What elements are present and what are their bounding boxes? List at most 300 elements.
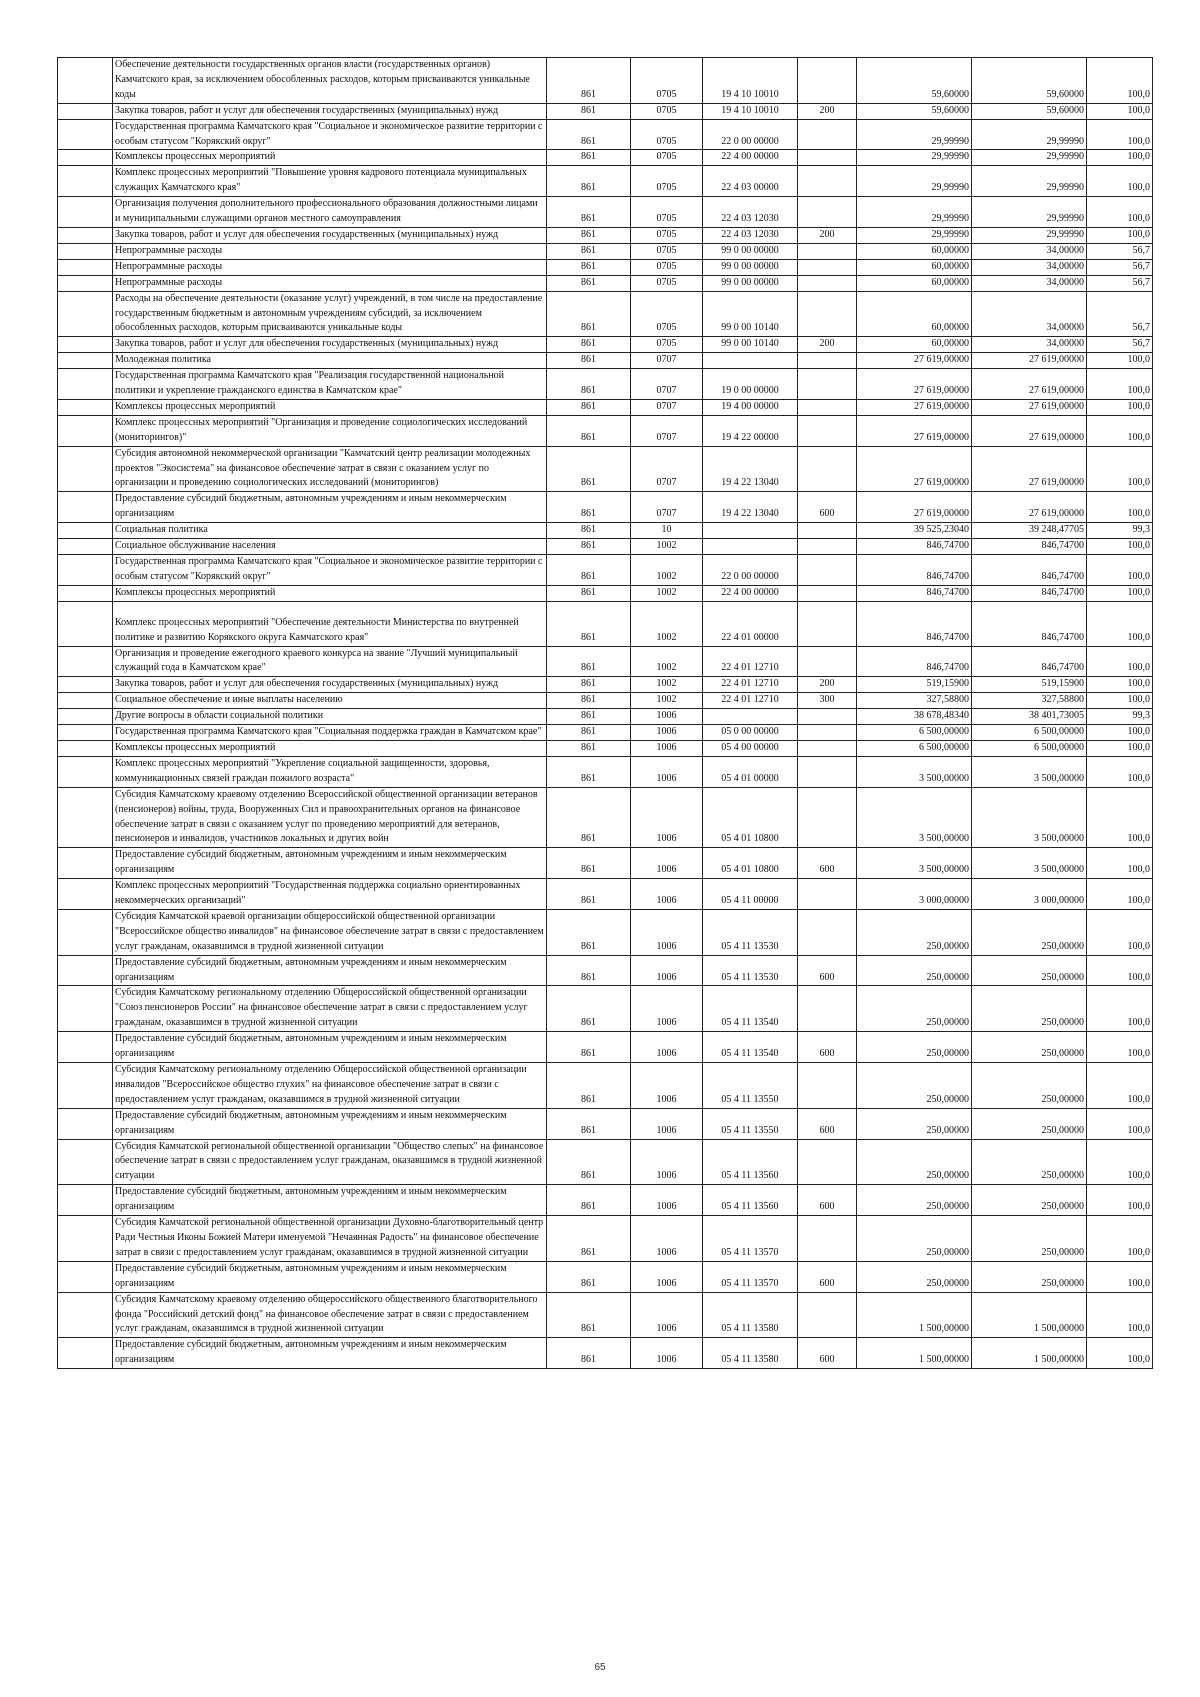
actual-amount-cell: 34,00000 xyxy=(972,243,1087,259)
execution-percent-cell: 100,0 xyxy=(1087,756,1153,787)
actual-amount-cell: 250,00000 xyxy=(972,1216,1087,1262)
plan-amount-cell: 3 500,00000 xyxy=(857,848,972,879)
target-article-cell: 19 4 22 13040 xyxy=(703,492,798,523)
grbs-code-cell: 861 xyxy=(547,1108,631,1139)
expense-type-cell: 600 xyxy=(798,492,857,523)
plan-amount-cell: 39 525,23040 xyxy=(857,523,972,539)
table-row xyxy=(58,1139,1153,1185)
plan-amount-cell: 6 500,00000 xyxy=(857,725,972,741)
plan-amount-cell: 846,74700 xyxy=(857,646,972,677)
index-cell xyxy=(58,415,113,446)
plan-amount-cell: 250,00000 xyxy=(857,1032,972,1063)
grbs-code-cell: 861 xyxy=(547,646,631,677)
expense-type-cell: 600 xyxy=(798,955,857,986)
actual-amount-cell: 250,00000 xyxy=(972,1032,1087,1063)
target-article-cell: 22 4 01 12710 xyxy=(703,693,798,709)
section-code-cell: 0707 xyxy=(631,399,703,415)
row-name-cell: Комплекс процессных мероприятий "Обеспечение деятельности Министерства по внутренней политике и развитию Корякского округа Камчатского края" xyxy=(113,601,547,646)
index-cell xyxy=(58,555,113,586)
grbs-code-cell: 861 xyxy=(547,227,631,243)
actual-amount-cell: 3 500,00000 xyxy=(972,756,1087,787)
grbs-code-cell: 861 xyxy=(547,353,631,369)
actual-amount-cell: 29,99990 xyxy=(972,166,1087,197)
plan-amount-cell: 250,00000 xyxy=(857,986,972,1032)
index-cell xyxy=(58,1216,113,1262)
index-cell xyxy=(58,756,113,787)
row-name-cell: Закупка товаров, работ и услуг для обеспечения государственных (муниципальных) нужд xyxy=(113,337,547,353)
actual-amount-cell: 846,74700 xyxy=(972,555,1087,586)
table-row xyxy=(58,909,1153,955)
expense-type-cell xyxy=(798,369,857,400)
index-cell xyxy=(58,693,113,709)
index-cell xyxy=(58,259,113,275)
target-article-cell: 22 4 01 00000 xyxy=(703,601,798,646)
expense-type-cell xyxy=(798,585,857,601)
section-code-cell: 1006 xyxy=(631,1292,703,1338)
plan-amount-cell: 59,60000 xyxy=(857,58,972,104)
section-code-cell: 1006 xyxy=(631,1261,703,1292)
actual-amount-cell: 34,00000 xyxy=(972,275,1087,291)
actual-amount-cell: 3 500,00000 xyxy=(972,848,1087,879)
grbs-code-cell: 861 xyxy=(547,879,631,910)
grbs-code-cell: 861 xyxy=(547,259,631,275)
section-code-cell: 1002 xyxy=(631,555,703,586)
row-name-cell: Предоставление субсидий бюджетным, автономным учреждениям и иным некоммерческим организациям xyxy=(113,1032,547,1063)
section-code-cell: 0705 xyxy=(631,337,703,353)
row-name-cell: Социальное обслуживание населения xyxy=(113,539,547,555)
section-code-cell: 1006 xyxy=(631,879,703,910)
grbs-code-cell: 861 xyxy=(547,725,631,741)
expense-type-cell xyxy=(798,259,857,275)
index-cell xyxy=(58,539,113,555)
table-row xyxy=(58,275,1153,291)
row-name-cell: Обеспечение деятельности государственных органов власти (государственных органов) Камчатского края, за исключением обособленных расходов, которым присваиваются уникальные коды xyxy=(113,58,547,104)
plan-amount-cell: 29,99990 xyxy=(857,227,972,243)
index-cell xyxy=(58,1338,113,1369)
target-article-cell: 05 4 01 10800 xyxy=(703,787,798,848)
actual-amount-cell: 3 500,00000 xyxy=(972,787,1087,848)
execution-percent-cell: 100,0 xyxy=(1087,693,1153,709)
grbs-code-cell: 861 xyxy=(547,1185,631,1216)
index-cell xyxy=(58,646,113,677)
expense-type-cell xyxy=(798,150,857,166)
grbs-code-cell: 861 xyxy=(547,275,631,291)
index-cell xyxy=(58,197,113,228)
grbs-code-cell: 861 xyxy=(547,539,631,555)
index-cell xyxy=(58,337,113,353)
target-article-cell: 05 4 01 10800 xyxy=(703,848,798,879)
expense-type-cell xyxy=(798,1139,857,1185)
execution-percent-cell: 56,7 xyxy=(1087,275,1153,291)
expense-type-cell xyxy=(798,555,857,586)
plan-amount-cell: 3 500,00000 xyxy=(857,787,972,848)
index-cell xyxy=(58,1063,113,1109)
section-code-cell: 1002 xyxy=(631,601,703,646)
table-row xyxy=(58,1063,1153,1109)
actual-amount-cell: 250,00000 xyxy=(972,1261,1087,1292)
index-cell xyxy=(58,227,113,243)
execution-percent-cell: 100,0 xyxy=(1087,415,1153,446)
grbs-code-cell: 861 xyxy=(547,585,631,601)
execution-percent-cell: 56,7 xyxy=(1087,243,1153,259)
expense-type-cell: 200 xyxy=(798,677,857,693)
table-row xyxy=(58,103,1153,119)
actual-amount-cell: 27 619,00000 xyxy=(972,492,1087,523)
actual-amount-cell: 519,15900 xyxy=(972,677,1087,693)
actual-amount-cell: 34,00000 xyxy=(972,259,1087,275)
execution-percent-cell: 100,0 xyxy=(1087,1139,1153,1185)
grbs-code-cell: 861 xyxy=(547,1261,631,1292)
section-code-cell: 1006 xyxy=(631,1063,703,1109)
execution-percent-cell: 100,0 xyxy=(1087,446,1153,492)
index-cell xyxy=(58,523,113,539)
section-code-cell: 1006 xyxy=(631,725,703,741)
expense-type-cell xyxy=(798,415,857,446)
target-article-cell: 22 0 00 00000 xyxy=(703,555,798,586)
row-name-cell: Комплексы процессных мероприятий xyxy=(113,585,547,601)
target-article-cell: 99 0 00 10140 xyxy=(703,291,798,337)
page-number: 65 xyxy=(594,1662,606,1673)
execution-percent-cell: 100,0 xyxy=(1087,1185,1153,1216)
table-row xyxy=(58,523,1153,539)
table-row xyxy=(58,369,1153,400)
row-name-cell: Комплексы процессных мероприятий xyxy=(113,740,547,756)
section-code-cell: 0705 xyxy=(631,291,703,337)
plan-amount-cell: 250,00000 xyxy=(857,1063,972,1109)
actual-amount-cell: 34,00000 xyxy=(972,291,1087,337)
execution-percent-cell: 100,0 xyxy=(1087,492,1153,523)
target-article-cell xyxy=(703,709,798,725)
row-name-cell: Предоставление субсидий бюджетным, автономным учреждениям и иным некоммерческим организациям xyxy=(113,1108,547,1139)
index-cell xyxy=(58,291,113,337)
target-article-cell: 22 0 00 00000 xyxy=(703,119,798,150)
plan-amount-cell: 27 619,00000 xyxy=(857,446,972,492)
row-name-cell: Непрограммные расходы xyxy=(113,275,547,291)
execution-percent-cell: 100,0 xyxy=(1087,119,1153,150)
actual-amount-cell: 29,99990 xyxy=(972,150,1087,166)
table-row xyxy=(58,1261,1153,1292)
index-cell xyxy=(58,58,113,104)
index-cell xyxy=(58,1261,113,1292)
expense-type-cell: 300 xyxy=(798,693,857,709)
expense-type-cell xyxy=(798,986,857,1032)
table-row xyxy=(58,291,1153,337)
grbs-code-cell: 861 xyxy=(547,119,631,150)
section-code-cell: 1006 xyxy=(631,848,703,879)
index-cell xyxy=(58,166,113,197)
budget-table xyxy=(57,57,1153,1369)
grbs-code-cell: 861 xyxy=(547,848,631,879)
row-name-cell: Расходы на обеспечение деятельности (оказание услуг) учреждений, в том числе на предоставление государственным бюджетным и автономным учреждениям субсидий, за исключением обособленных расходов, которым присваиваются уникальные коды xyxy=(113,291,547,337)
plan-amount-cell: 250,00000 xyxy=(857,1185,972,1216)
execution-percent-cell: 100,0 xyxy=(1087,150,1153,166)
expense-type-cell: 600 xyxy=(798,1032,857,1063)
section-code-cell: 1006 xyxy=(631,955,703,986)
expense-type-cell xyxy=(798,197,857,228)
plan-amount-cell: 27 619,00000 xyxy=(857,369,972,400)
section-code-cell: 1002 xyxy=(631,646,703,677)
index-cell xyxy=(58,243,113,259)
actual-amount-cell: 27 619,00000 xyxy=(972,415,1087,446)
target-article-cell: 22 4 00 00000 xyxy=(703,585,798,601)
section-code-cell: 0705 xyxy=(631,259,703,275)
table-row xyxy=(58,1338,1153,1369)
execution-percent-cell: 99,3 xyxy=(1087,709,1153,725)
expense-type-cell xyxy=(798,1292,857,1338)
target-article-cell: 99 0 00 00000 xyxy=(703,243,798,259)
table-row xyxy=(58,787,1153,848)
row-name-cell: Молодежная политика xyxy=(113,353,547,369)
row-name-cell: Комплексы процессных мероприятий xyxy=(113,399,547,415)
row-name-cell: Закупка товаров, работ и услуг для обеспечения государственных (муниципальных) нужд xyxy=(113,677,547,693)
grbs-code-cell: 861 xyxy=(547,677,631,693)
grbs-code-cell: 861 xyxy=(547,909,631,955)
actual-amount-cell: 27 619,00000 xyxy=(972,353,1087,369)
target-article-cell: 05 4 11 00000 xyxy=(703,879,798,910)
table-row xyxy=(58,446,1153,492)
table-row xyxy=(58,955,1153,986)
grbs-code-cell: 861 xyxy=(547,415,631,446)
execution-percent-cell: 100,0 xyxy=(1087,227,1153,243)
grbs-code-cell: 861 xyxy=(547,1216,631,1262)
section-code-cell: 0707 xyxy=(631,446,703,492)
index-cell xyxy=(58,1292,113,1338)
section-code-cell: 0705 xyxy=(631,275,703,291)
table-row xyxy=(58,601,1153,646)
plan-amount-cell: 27 619,00000 xyxy=(857,492,972,523)
execution-percent-cell: 56,7 xyxy=(1087,291,1153,337)
table-row xyxy=(58,646,1153,677)
expense-type-cell xyxy=(798,879,857,910)
plan-amount-cell: 3 500,00000 xyxy=(857,756,972,787)
expense-type-cell xyxy=(798,539,857,555)
grbs-code-cell: 861 xyxy=(547,166,631,197)
row-name-cell: Субсидия Камчатскому краевому отделению Всероссийской общественной организации ветеранов (пенсионеров) войны, труда, Вооруженных Сил и правоохранительных органов на финансовое обеспечение затрат в связи с оказанием услуг по проведению мероприятий для ветеранов, пенсионеров и инвалидов, участников локальных и других войн xyxy=(113,787,547,848)
grbs-code-cell: 861 xyxy=(547,523,631,539)
section-code-cell: 1002 xyxy=(631,585,703,601)
index-cell xyxy=(58,353,113,369)
expense-type-cell: 200 xyxy=(798,337,857,353)
row-name-cell: Государственная программа Камчатского края "Реализация государственной национальной политики и укрепление гражданского единства в Камчатском крае" xyxy=(113,369,547,400)
row-name-cell: Субсидия Камчатскому краевому отделению общероссийского общественного благотворительного фонда "Российский детский фонд" на финансовое обеспечение затрат в связи с предоставлением услуг гражданам, оказавшимся в трудной жизненной ситуации xyxy=(113,1292,547,1338)
target-article-cell: 05 4 11 13560 xyxy=(703,1185,798,1216)
table-row xyxy=(58,1108,1153,1139)
plan-amount-cell: 29,99990 xyxy=(857,166,972,197)
table-row xyxy=(58,1216,1153,1262)
grbs-code-cell: 861 xyxy=(547,291,631,337)
target-article-cell: 19 0 00 00000 xyxy=(703,369,798,400)
plan-amount-cell: 846,74700 xyxy=(857,539,972,555)
section-code-cell: 0705 xyxy=(631,166,703,197)
plan-amount-cell: 38 678,48340 xyxy=(857,709,972,725)
actual-amount-cell: 59,60000 xyxy=(972,103,1087,119)
target-article-cell: 99 0 00 00000 xyxy=(703,275,798,291)
table-row xyxy=(58,848,1153,879)
plan-amount-cell: 29,99990 xyxy=(857,150,972,166)
target-article-cell: 05 4 11 13550 xyxy=(703,1063,798,1109)
section-code-cell: 1006 xyxy=(631,1216,703,1262)
execution-percent-cell: 100,0 xyxy=(1087,725,1153,741)
plan-amount-cell: 327,58800 xyxy=(857,693,972,709)
plan-amount-cell: 250,00000 xyxy=(857,1139,972,1185)
grbs-code-cell: 861 xyxy=(547,492,631,523)
expense-type-cell xyxy=(798,909,857,955)
section-code-cell: 0705 xyxy=(631,150,703,166)
row-name-cell: Организация и проведение ежегодного краевого конкурса на звание "Лучший муниципальный служащий года в Камчатском крае" xyxy=(113,646,547,677)
index-cell xyxy=(58,848,113,879)
expense-type-cell xyxy=(798,646,857,677)
section-code-cell: 0707 xyxy=(631,415,703,446)
row-name-cell: Закупка товаров, работ и услуг для обеспечения государственных (муниципальных) нужд xyxy=(113,227,547,243)
target-article-cell: 05 4 11 13580 xyxy=(703,1292,798,1338)
target-article-cell xyxy=(703,353,798,369)
section-code-cell: 1006 xyxy=(631,1032,703,1063)
grbs-code-cell: 861 xyxy=(547,103,631,119)
actual-amount-cell: 27 619,00000 xyxy=(972,399,1087,415)
section-code-cell: 0705 xyxy=(631,58,703,104)
index-cell xyxy=(58,275,113,291)
execution-percent-cell: 100,0 xyxy=(1087,585,1153,601)
plan-amount-cell: 250,00000 xyxy=(857,1216,972,1262)
target-article-cell: 05 4 11 13570 xyxy=(703,1216,798,1262)
grbs-code-cell: 861 xyxy=(547,399,631,415)
section-code-cell: 0707 xyxy=(631,492,703,523)
table-row xyxy=(58,585,1153,601)
execution-percent-cell: 100,0 xyxy=(1087,1261,1153,1292)
plan-amount-cell: 1 500,00000 xyxy=(857,1338,972,1369)
row-name-cell: Субсидия Камчатской региональной общественной организации "Общество слепых" на финансовое обеспечение затрат в связи с предоставлением услуг гражданам, оказавшимся в трудной жизненной ситуации xyxy=(113,1139,547,1185)
actual-amount-cell: 39 248,47705 xyxy=(972,523,1087,539)
table-row xyxy=(58,353,1153,369)
actual-amount-cell: 6 500,00000 xyxy=(972,740,1087,756)
expense-type-cell xyxy=(798,243,857,259)
target-article-cell: 19 4 22 00000 xyxy=(703,415,798,446)
index-cell xyxy=(58,492,113,523)
actual-amount-cell: 846,74700 xyxy=(972,539,1087,555)
target-article-cell: 19 4 10 10010 xyxy=(703,103,798,119)
actual-amount-cell: 327,58800 xyxy=(972,693,1087,709)
table-row xyxy=(58,539,1153,555)
index-cell xyxy=(58,740,113,756)
plan-amount-cell: 250,00000 xyxy=(857,1261,972,1292)
actual-amount-cell: 846,74700 xyxy=(972,646,1087,677)
plan-amount-cell: 29,99990 xyxy=(857,119,972,150)
actual-amount-cell: 1 500,00000 xyxy=(972,1292,1087,1338)
plan-amount-cell: 59,60000 xyxy=(857,103,972,119)
grbs-code-cell: 861 xyxy=(547,1032,631,1063)
target-article-cell: 99 0 00 10140 xyxy=(703,337,798,353)
execution-percent-cell: 100,0 xyxy=(1087,1108,1153,1139)
row-name-cell: Предоставление субсидий бюджетным, автономным учреждениям и иным некоммерческим организациям xyxy=(113,492,547,523)
table-row xyxy=(58,1185,1153,1216)
plan-amount-cell: 27 619,00000 xyxy=(857,415,972,446)
row-name-cell: Предоставление субсидий бюджетным, автономным учреждениям и иным некоммерческим организациям xyxy=(113,955,547,986)
actual-amount-cell: 3 000,00000 xyxy=(972,879,1087,910)
target-article-cell: 22 4 00 00000 xyxy=(703,150,798,166)
target-article-cell: 05 4 11 13540 xyxy=(703,1032,798,1063)
row-name-cell: Социальное обеспечение и иные выплаты населению xyxy=(113,693,547,709)
grbs-code-cell: 861 xyxy=(547,446,631,492)
target-article-cell: 05 4 11 13530 xyxy=(703,955,798,986)
row-name-cell: Закупка товаров, работ и услуг для обеспечения государственных (муниципальных) нужд xyxy=(113,103,547,119)
plan-amount-cell: 846,74700 xyxy=(857,585,972,601)
expense-type-cell xyxy=(798,1216,857,1262)
execution-percent-cell: 100,0 xyxy=(1087,353,1153,369)
section-code-cell: 0707 xyxy=(631,369,703,400)
index-cell xyxy=(58,909,113,955)
execution-percent-cell: 100,0 xyxy=(1087,197,1153,228)
execution-percent-cell: 100,0 xyxy=(1087,986,1153,1032)
actual-amount-cell: 250,00000 xyxy=(972,986,1087,1032)
index-cell xyxy=(58,677,113,693)
plan-amount-cell: 60,00000 xyxy=(857,337,972,353)
target-article-cell: 99 0 00 00000 xyxy=(703,259,798,275)
section-code-cell: 0705 xyxy=(631,243,703,259)
table-row xyxy=(58,1032,1153,1063)
target-article-cell xyxy=(703,523,798,539)
table-row xyxy=(58,677,1153,693)
index-cell xyxy=(58,1139,113,1185)
row-name-cell: Предоставление субсидий бюджетным, автономным учреждениям и иным некоммерческим организациям xyxy=(113,1261,547,1292)
execution-percent-cell: 100,0 xyxy=(1087,103,1153,119)
table-row xyxy=(58,150,1153,166)
row-name-cell: Предоставление субсидий бюджетным, автономным учреждениям и иным некоммерческим организациям xyxy=(113,1338,547,1369)
section-code-cell: 1002 xyxy=(631,693,703,709)
table-row xyxy=(58,415,1153,446)
actual-amount-cell: 34,00000 xyxy=(972,337,1087,353)
grbs-code-cell: 861 xyxy=(547,337,631,353)
table-row xyxy=(58,986,1153,1032)
grbs-code-cell: 861 xyxy=(547,601,631,646)
execution-percent-cell: 100,0 xyxy=(1087,646,1153,677)
expense-type-cell: 600 xyxy=(798,1261,857,1292)
expense-type-cell xyxy=(798,291,857,337)
index-cell xyxy=(58,103,113,119)
actual-amount-cell: 250,00000 xyxy=(972,1108,1087,1139)
expense-type-cell xyxy=(798,709,857,725)
actual-amount-cell: 29,99990 xyxy=(972,197,1087,228)
index-cell xyxy=(58,1185,113,1216)
plan-amount-cell: 250,00000 xyxy=(857,1108,972,1139)
grbs-code-cell: 861 xyxy=(547,58,631,104)
actual-amount-cell: 846,74700 xyxy=(972,585,1087,601)
table-row xyxy=(58,756,1153,787)
row-name-cell: Социальная политика xyxy=(113,523,547,539)
row-name-cell: Предоставление субсидий бюджетным, автономным учреждениям и иным некоммерческим организациям xyxy=(113,1185,547,1216)
actual-amount-cell: 250,00000 xyxy=(972,1139,1087,1185)
plan-amount-cell: 60,00000 xyxy=(857,275,972,291)
section-code-cell: 1006 xyxy=(631,1108,703,1139)
execution-percent-cell: 99,3 xyxy=(1087,523,1153,539)
actual-amount-cell: 59,60000 xyxy=(972,58,1087,104)
expense-type-cell: 600 xyxy=(798,1185,857,1216)
table-row xyxy=(58,399,1153,415)
table-row xyxy=(58,197,1153,228)
execution-percent-cell: 100,0 xyxy=(1087,1292,1153,1338)
index-cell xyxy=(58,369,113,400)
index-cell xyxy=(58,601,113,646)
row-name-cell: Субсидия Камчатской краевой организации общероссийской общественной организации "Всероссийское общество инвалидов" на финансовое обеспечение затрат в связи с предоставлением услуг гражданам, оказавшимся в трудной жизненной ситуации xyxy=(113,909,547,955)
grbs-code-cell: 861 xyxy=(547,1338,631,1369)
row-name-cell: Комплекс процессных мероприятий "Повышение уровня кадрового потенциала муниципальных служащих Камчатского края" xyxy=(113,166,547,197)
expense-type-cell xyxy=(798,446,857,492)
execution-percent-cell: 100,0 xyxy=(1087,399,1153,415)
target-article-cell: 22 4 01 12710 xyxy=(703,646,798,677)
grbs-code-cell: 861 xyxy=(547,369,631,400)
table-row xyxy=(58,709,1153,725)
table-row xyxy=(58,227,1153,243)
row-name-cell: Субсидия Камчатскому региональному отделению Общероссийской общественной организации "Союз пенсионеров России" на финансовое обеспечение затрат в связи с предоставлением услуг гражданам, оказавшимся в трудной жизненной ситуации xyxy=(113,986,547,1032)
